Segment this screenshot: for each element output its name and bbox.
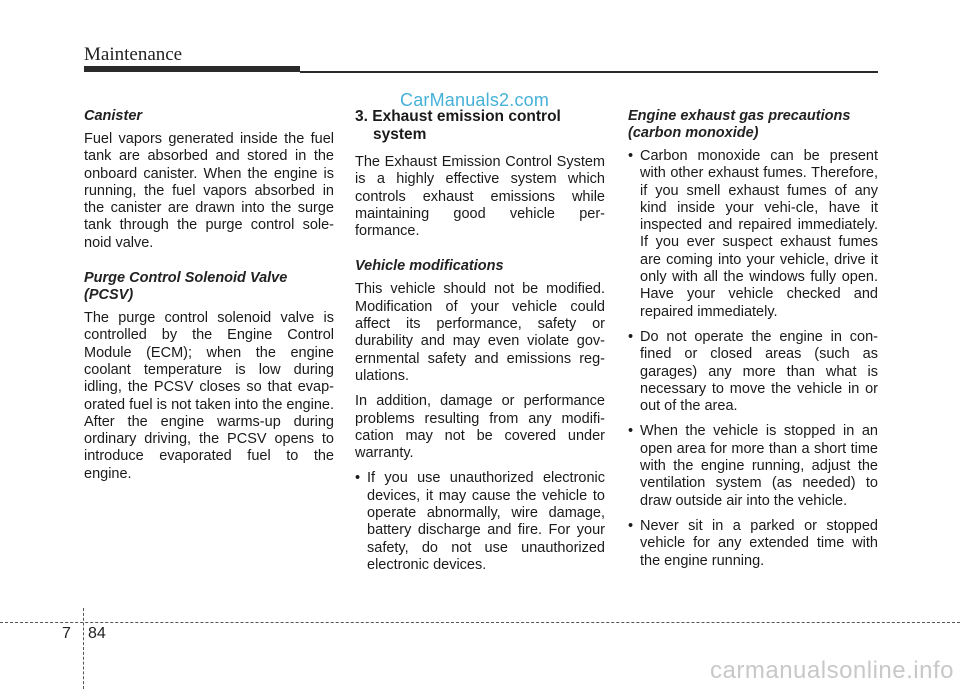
chapter-number: 7 (62, 625, 71, 642)
pcsv-paragraph: The purge control solenoid valve is controlled by the Engine Control Module (ECM); when the engine coolant temperature is low during idling, the PCSV closes so that evap-orated fuel is not taken into the engine. After the engine warms-up during ordinary driving, the PCSV opens to introduce evaporated fuel to the engine. (84, 310, 334, 482)
exhaust-precautions-heading: Engine exhaust gas precautions (carbon monoxide) (628, 108, 851, 141)
list-item: • Carbon monoxide can be present with other exhaust fumes. Therefore, if you smell exhaust fumes of any kind inside your vehi-cle, have it inspected and repaired immediately. If you ever suspect exhaust fumes are coming into your vehicle, drive it only with all the windows fully open. Have your vehicle checked and repaired immediately. (628, 148, 878, 321)
modifications-paragraph-2: In addition, damage or performance problems resulting from any modifi-cation may not be covered under warranty. (355, 393, 605, 462)
modifications-paragraph-1: This vehicle should not be modified. Modification of your vehicle could affect its performance, safety or durability and may even violate gov-ernmental safety and emissions reg-ulations. (355, 281, 605, 384)
header-rule (300, 71, 878, 73)
page-header-title: Maintenance (84, 44, 183, 65)
list-item: • If you use unauthorized electronic devices, it may cause the vehicle to operate abnormally, wire damage, battery discharge and fire. For your safety, do not use unauthorized electronic devices. (355, 470, 605, 574)
exhaust-emission-heading: 3. Exhaust emission control system (355, 108, 561, 143)
footer-vertical-divider (83, 608, 84, 689)
precautions-bullet-list (628, 148, 878, 570)
list-item: • When the vehicle is stopped in an open area for more than a short time with the engine running, adjust the ventilation system (as needed) to draw outside air into the vehicle. (628, 423, 878, 509)
canister-paragraph: Fuel vapors generated inside the fuel tank are absorbed and stored in the onboard canister. When the engine is running, the fuel vapors absorbed in the canister are drawn into the surge tank through the purge control sole-noid valve. (84, 131, 334, 251)
list-item: • Never sit in a parked or stopped vehicle for any extended time with the engine running. (628, 518, 878, 570)
canister-heading: Canister (84, 108, 143, 124)
watermark-logo: CarManuals2.com (400, 90, 550, 110)
footer-divider (0, 622, 960, 623)
exhaust-emission-paragraph: The Exhaust Emission Control System is a highly effective system which controls exhaust emissions while maintaining good vehicle per-formance. (355, 154, 605, 240)
header-bar (84, 66, 300, 72)
pcsv-heading: Purge Control Solenoid Valve (PCSV) (84, 270, 288, 304)
modifications-bullet-list (355, 470, 605, 574)
column-left (84, 108, 334, 491)
vehicle-modifications-heading: Vehicle modifications (355, 258, 504, 275)
page-number: 84 (88, 625, 106, 642)
column-right (628, 108, 878, 578)
list-item: • Do not operate the engine in con-fined or closed areas (such as garages) any more than what is necessary to move the vehicle in or out of the area. (628, 329, 878, 415)
footer-site-watermark: carmanualsonline.info (710, 657, 954, 684)
column-middle (355, 108, 605, 582)
